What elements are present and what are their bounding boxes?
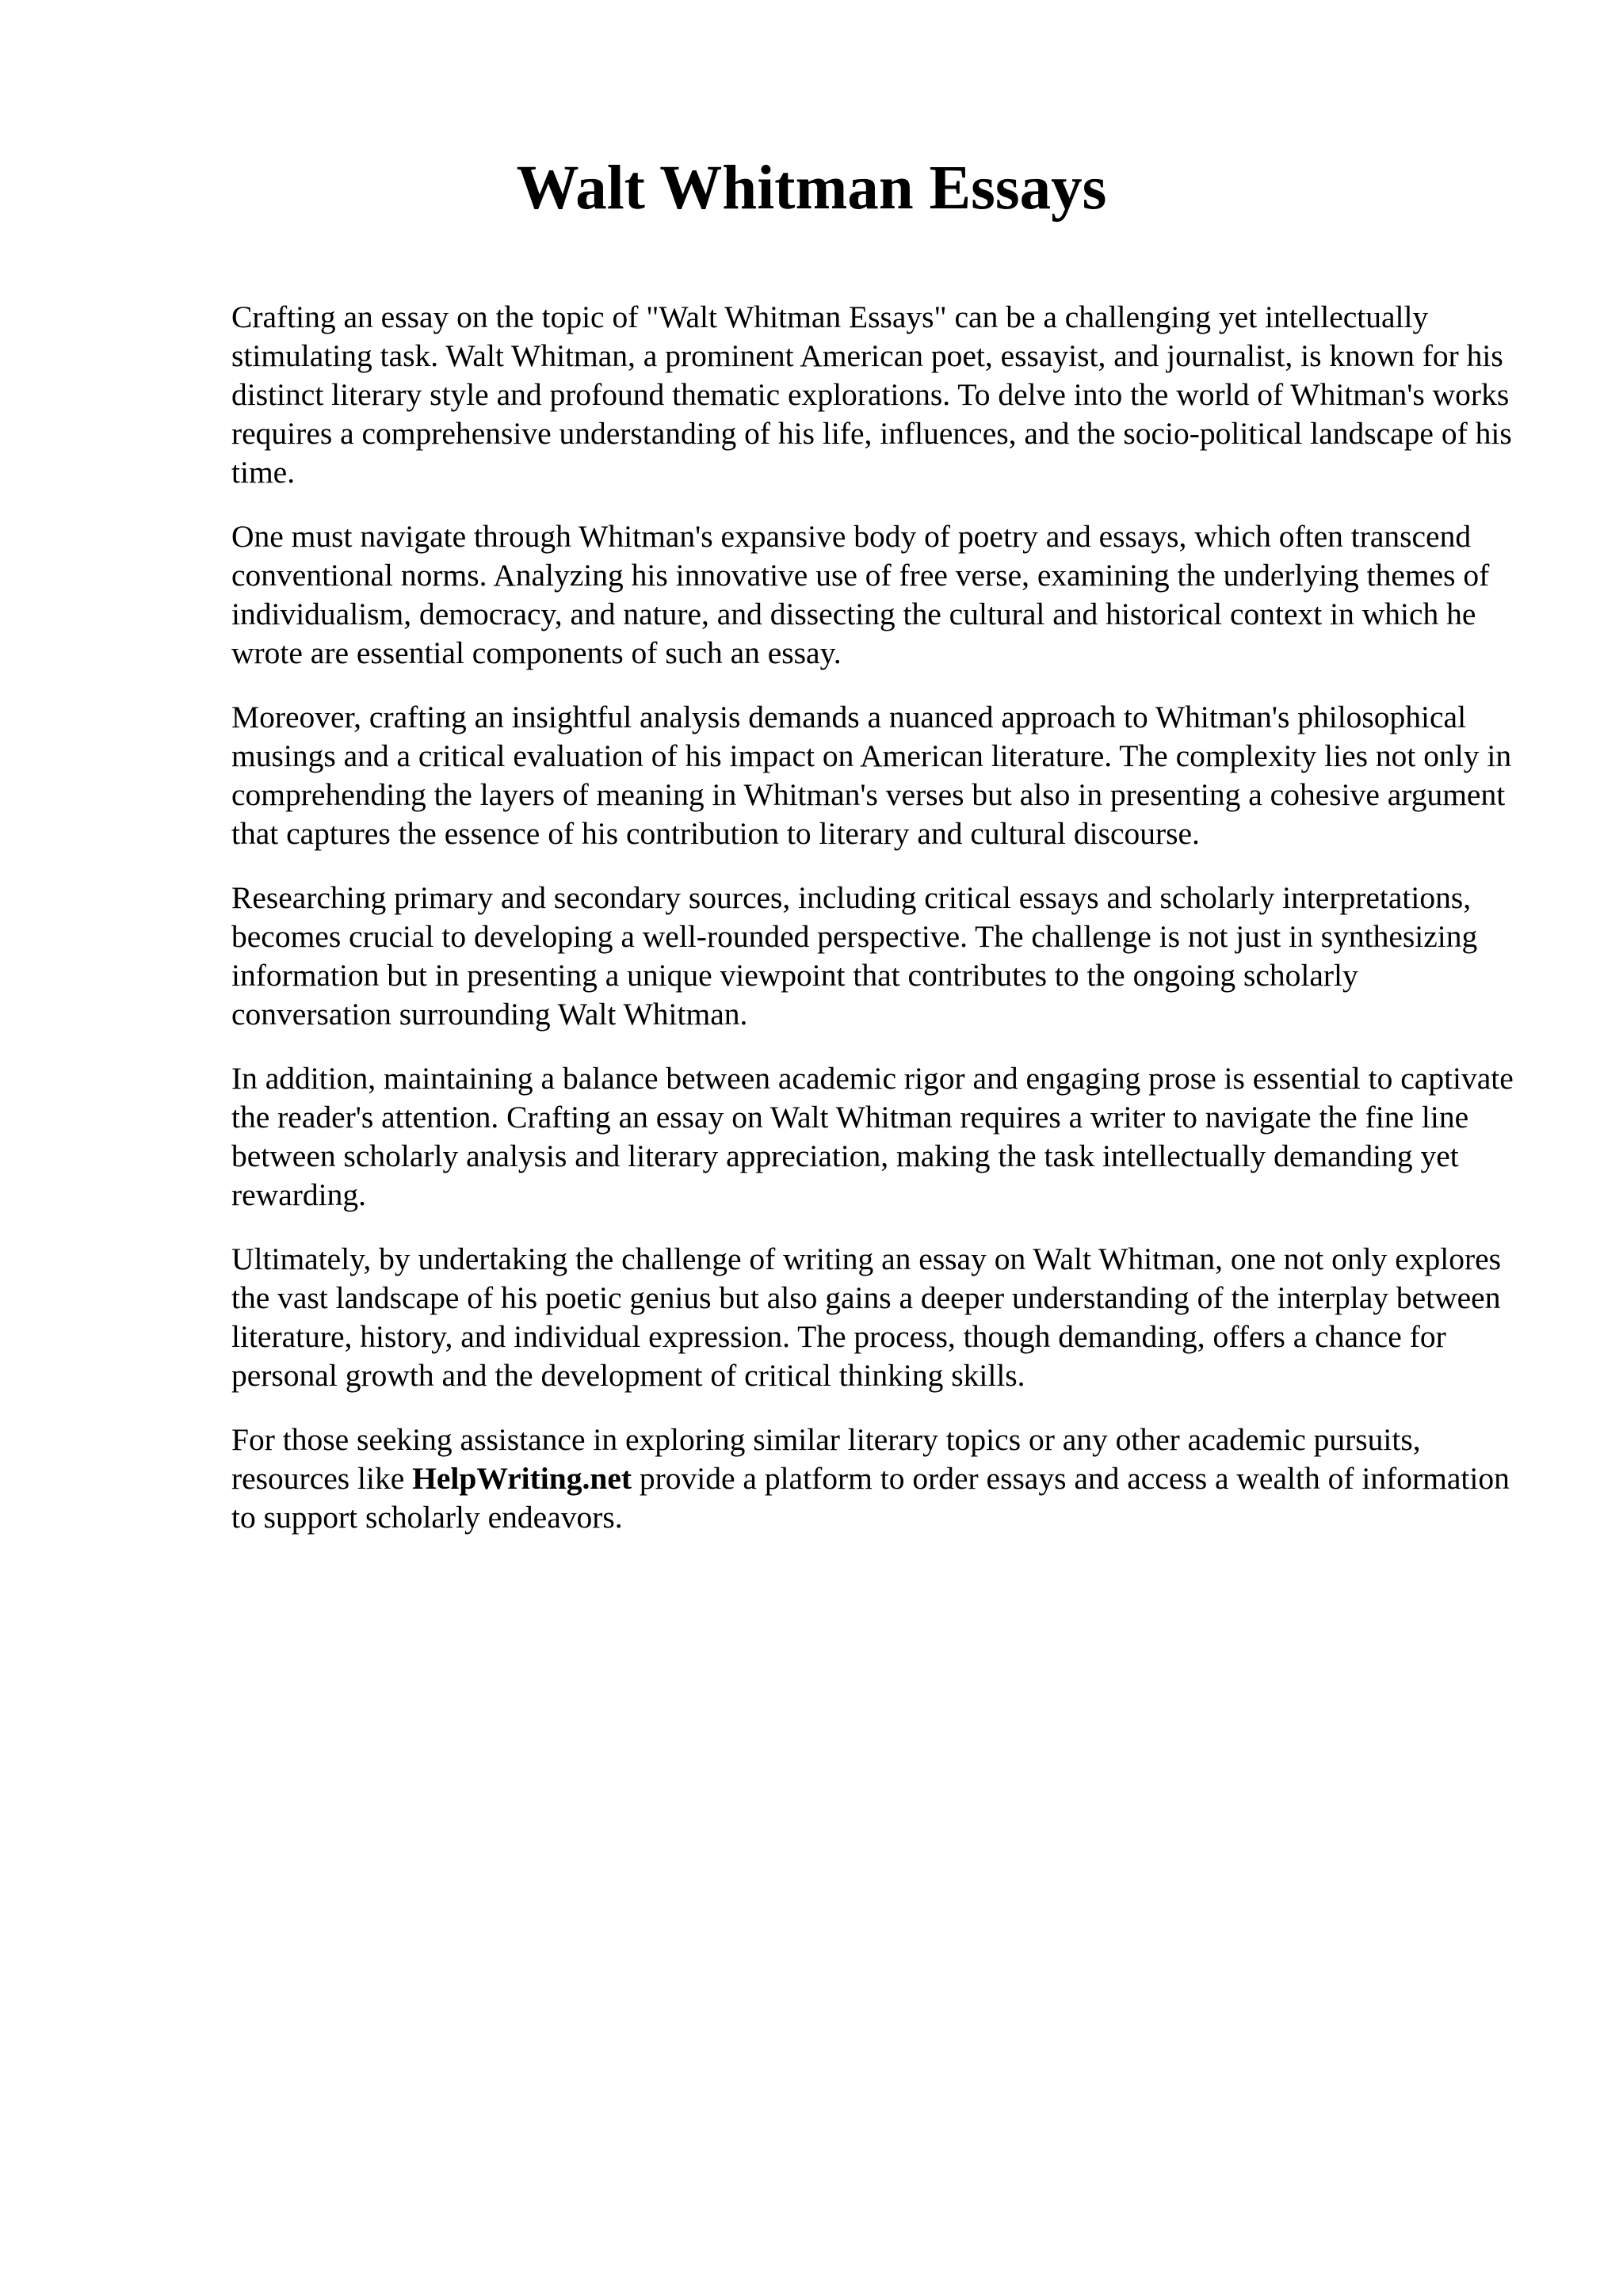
document-title: Walt Whitman Essays bbox=[516, 154, 1107, 223]
closing-text-before: For those seeking assistance in exploring similar literary topics or any other academic pursuits, resources like bbox=[231, 1422, 1421, 1496]
paragraph-4: Researching primary and secondary sources, including critical essays and scholarly interpretations, becomes crucial to developing a well-rounded perspective. The challenge is not just in synthesizing information but in presenting a unique viewpoint that contributes to the ongoing scholarly conversation surrounding Walt Whitman. bbox=[231, 880, 1478, 1032]
helpwriting-link[interactable]: HelpWriting.net bbox=[412, 1461, 632, 1496]
paragraph-1: Crafting an essay on the topic of "Walt Whitman Essays" can be a challenging yet intellectually stimulating task. Walt Whitman, a prominent American poet, essayist, and journalist, is known for his distinct literary style and profound thematic explorations. To delve into the world of Whitman's works requires a comprehensive understanding of his life, influences, and the socio-political landscape of his time. bbox=[231, 299, 1512, 490]
paragraph-6: Ultimately, by undertaking the challenge of writing an essay on Walt Whitman, one not only explores the vast landscape of his poetic genius but also gains a deeper understanding of the interplay between literature, history, and individual expression. The process, though demanding, offers a chance for personal growth and the development of critical thinking skills. bbox=[231, 1241, 1502, 1393]
paragraph-2: One must navigate through Whitman's expansive body of poetry and essays, which often transcend conventional norms. Analyzing his innovative use of free verse, examining the underlying themes of individualism, democracy, and nature, and dissecting the cultural and historical context in which he wrote are essential components of such an essay. bbox=[231, 519, 1490, 670]
closing-paragraph bbox=[231, 1421, 1515, 1537]
closing-text-after: provide a platform to order essays and access a wealth of information to support scholarly endeavors. bbox=[231, 1461, 1510, 1535]
document-body bbox=[231, 298, 1515, 1562]
paragraph-5: In addition, maintaining a balance between academic rigor and engaging prose is essential to captivate the reader's attention. Crafting an essay on Walt Whitman requires a writer to navigate the fine line between scholarly analysis and literary appreciation, making the task intellectually demanding yet rewarding. bbox=[231, 1061, 1514, 1212]
paragraph-3: Moreover, crafting an insightful analysis demands a nuanced approach to Whitman's philosophical musings and a critical evaluation of his impact on American literature. The complexity lies not only in comprehending the layers of meaning in Whitman's verses but also in presenting a cohesive argument that captures the essence of his contribution to literary and cultural discourse. bbox=[231, 700, 1512, 851]
